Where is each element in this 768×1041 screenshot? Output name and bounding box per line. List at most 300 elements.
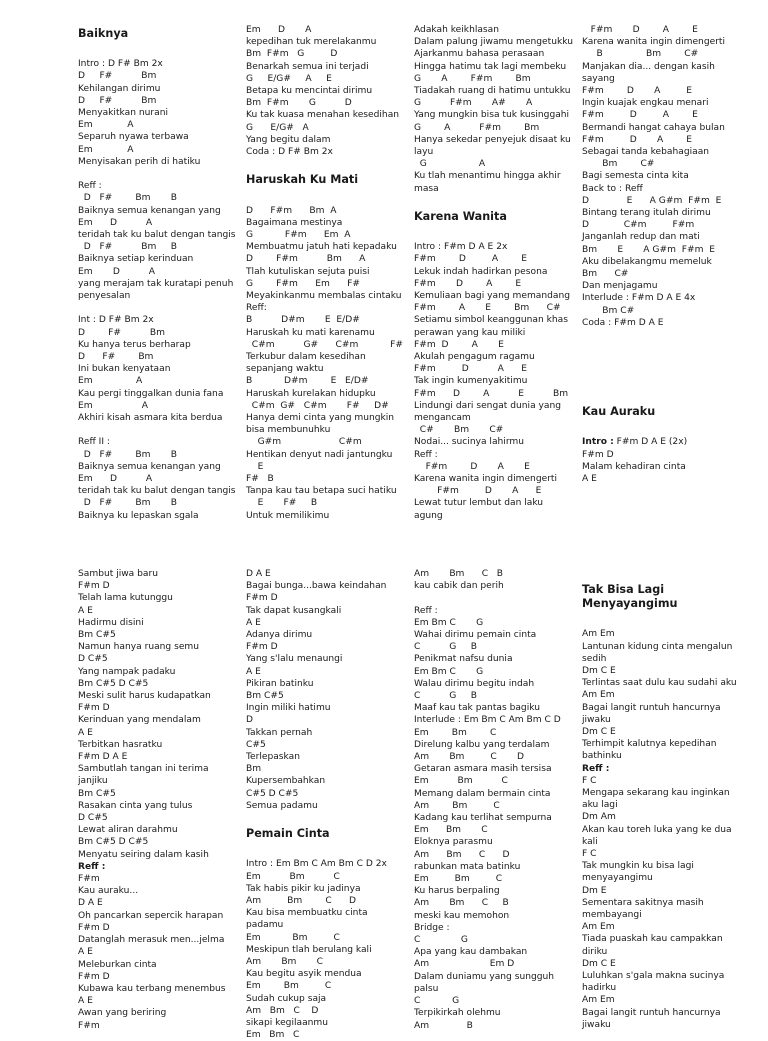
lyric-line: Eloknya parasmu [414, 837, 493, 848]
lyric-line: F#m [78, 1020, 100, 1031]
lyric-line: Em D A [78, 266, 155, 277]
lyric-line: Em Bm C [414, 776, 508, 787]
lyric-line: masa [414, 183, 439, 194]
lyric-line: C#m G# C#m F# D# [246, 400, 389, 411]
lyric-line: padamu [246, 920, 284, 931]
lyric-line: Hingga hatimu tak lagi membeku [414, 61, 567, 72]
lyric-line: Kemuliaan bagi yang memandang [414, 291, 571, 302]
spacer [246, 192, 410, 204]
lyric-line: F#m D [78, 922, 110, 933]
spacer [582, 424, 760, 436]
lyric-line: C# Bm C# [414, 425, 504, 436]
lyric-line: Ku tlah menantimu hingga akhir [414, 171, 561, 182]
lyric-line: menyayangimu [582, 873, 653, 884]
lyric-line: Ingin miliki hatimu [246, 703, 331, 714]
spacer [414, 592, 580, 604]
lyric-line: Ku tak kuasa menahan kesedihan [246, 110, 400, 121]
lyric-line: G E/G# A E [246, 73, 332, 84]
lyric-line: Interlude : F#m D A E 4x [582, 293, 696, 304]
lyric-line: G E/G# A [246, 122, 309, 133]
lyric-line: agung [414, 510, 443, 521]
lyric-line: Menyatu seiring dalam kasih [78, 849, 209, 860]
lyric-line: sikapi kegilaanmu [246, 1018, 329, 1029]
lyric-line: D F# Bm [78, 352, 154, 363]
lyric-line: D F# Bm [78, 71, 157, 82]
lyric-line: Bm F#m G D [246, 49, 338, 60]
spacer [246, 812, 410, 824]
lyric-line: A E [246, 666, 261, 677]
lyric-line: A E [78, 727, 93, 738]
lyric-line: Bridge : [414, 922, 450, 933]
lyric-line: Aku dibelakangmu memeluk [582, 256, 712, 267]
lyric-line: F#m D A E [414, 278, 522, 289]
lyric-line: Reff : [414, 605, 438, 616]
lyric-line: D F#m Bm A [246, 205, 337, 216]
lyric-line: A E [78, 605, 93, 616]
document-page-bottom [0, 552, 768, 1041]
lyric-line: Oh pancarkan sepercik harapan [78, 910, 224, 921]
lyric-line: Tiadakah ruang di hatimu untukku [414, 86, 571, 97]
lyric-line: F#m D A E [414, 339, 504, 350]
lyric-line: Bagai langit runtuh hancurnya [582, 1007, 721, 1018]
lyric-line: Penikmat nafsu dunia [414, 654, 513, 665]
lyric-line: F#m D A E [582, 134, 693, 145]
lyric-line: E F# B [246, 498, 318, 509]
lyric-line: Bm C#5 [246, 691, 284, 702]
lyric-line: Tak mungkin ku bisa lagi [582, 861, 694, 872]
column-2 [246, 568, 410, 1041]
lyric-line: F#m D A E [414, 486, 542, 497]
lyric-line: G F#m Em A [246, 230, 351, 241]
lyric-line: Lekuk indah hadirkan pesona [414, 266, 548, 277]
lyric-line: palsu [414, 983, 439, 994]
lyric-line: diriku [582, 946, 608, 957]
lyric-line: Menyakitkan nurani [78, 108, 168, 118]
lyric-line: Tiada puaskah kau campakkan [582, 934, 723, 945]
lyric-line: Memang dalam bermain cinta [414, 788, 551, 799]
lyric-line: F#m D A E [414, 461, 530, 472]
lyric-line: yang merajam tak kuratapi penuh [78, 278, 234, 289]
lyric-line: F#m D A E [78, 752, 128, 763]
lyric-line: Manjakan dia... dengan kasih [582, 61, 715, 72]
lyric-line: membayangi [582, 910, 642, 921]
lyric-line: D A E [246, 569, 271, 579]
intro-label: Intro : [582, 437, 614, 448]
lyric-line: E [246, 461, 264, 472]
lyric-line: Haruskah ku mati karenamu [246, 327, 375, 338]
lyric-line: Bermandi hangat cahaya bulan [582, 122, 725, 133]
lyric-line: C#5 D C#5 [246, 788, 299, 799]
lyric-line: Sudah cukup saja [246, 993, 327, 1004]
lyric-line: Am Em [582, 922, 615, 933]
lyric-line: D F# Bm [78, 95, 157, 106]
lyric-line: G#m C#m [246, 437, 362, 448]
lyric-line: Am Bm C B [414, 898, 509, 909]
lyric-line: F#m D [582, 449, 614, 460]
lyric-line: Sementara sakitnya masih [582, 897, 704, 908]
spacer [582, 366, 760, 378]
lyric-line: B Bm C# [582, 49, 699, 60]
lyric-line: Intro : Em Bm C Am Bm C D 2x [246, 859, 387, 870]
lyric-line: Dm C E [582, 727, 616, 737]
song-title: Haruskah Ku Mati [246, 173, 359, 187]
spacer [582, 378, 760, 390]
lyric-line: sedih [582, 653, 607, 664]
lyric-line: C G [414, 935, 468, 946]
column-2 [246, 24, 410, 522]
lyric-line: Em A [78, 120, 134, 131]
lyric-line: Em Bm C [246, 871, 340, 882]
lyric-line: Tak ingin kumenyakitimu [414, 376, 528, 387]
column-4 [582, 568, 760, 1031]
lyric-line: Dm C E [582, 665, 616, 676]
spacer [582, 341, 760, 353]
lyric-line: Awan yang beriring [78, 1008, 167, 1019]
spacer [78, 302, 248, 314]
lyric-line: Bagai langit runtuh hancurnya [582, 702, 721, 713]
lyric-line: Ku harus berpaling [414, 886, 500, 897]
lyric-line: Em Bm C [246, 1030, 300, 1041]
lyric-line: Meskipun tlah berulang kali [246, 944, 372, 955]
lyric-line: Direlung kalbu yang terdalam [414, 739, 550, 750]
lyric-line: Lantunan kidung cinta mengalun [582, 641, 733, 652]
lyric-line: Meyakinkanmu membalas cintaku [246, 291, 402, 302]
lyric-line: Baiknya semua kenangan yang [78, 461, 221, 472]
lyric-line: Intro : D F# Bm 2x [78, 59, 163, 70]
lyric-line: janjiku [78, 776, 108, 787]
lyric-line: Am Bm C B [414, 569, 504, 579]
lyric-line: Dm E [582, 885, 607, 896]
lyric-line: Reff : [582, 763, 610, 774]
lyric-line: F#m D [78, 703, 110, 714]
lyric-line: Dan menjagamu [582, 281, 658, 292]
lyric-line: D F#m Bm A [246, 254, 366, 265]
lyric-line: Coda : D F# Bm 2x [246, 147, 333, 158]
lyric-line: Am Bm C D [246, 896, 357, 907]
lyric-line: Em D A [78, 217, 153, 228]
lyric-line: Terlepaskan [246, 752, 300, 763]
lyric-line: Bintang terang itulah dirimu [582, 208, 711, 219]
lyric-line: Takkan pernah [246, 727, 313, 738]
lyric-line: Betapa ku mencintai dirimu [246, 86, 373, 97]
lyric-line: teridah tak ku balut dengan tangis [78, 230, 236, 241]
lyric-line: D F# Bm B [78, 498, 178, 509]
lyric-line: Tak dapat kusangkali [246, 605, 342, 616]
lyric-line: Bagi semesta cinta kita [582, 171, 689, 182]
lyric-line: Dm Am [582, 812, 616, 823]
lyric-line: Terpikirkah olehmu [414, 1008, 501, 1019]
lyric-line: G F#m A# A [414, 98, 533, 109]
lyric-line: Kau bisa membuatku cinta [246, 908, 368, 919]
lyric-line: Yang nampak padaku [78, 666, 176, 677]
lyric-line: Adakah keikhlasan [414, 25, 500, 35]
column-3 [414, 24, 580, 522]
lyric-line: Lewat aliran darahmu [78, 825, 178, 836]
lyric-line: Hadirmu disini [78, 617, 144, 628]
column-1 [78, 24, 248, 522]
lyric-line: Em Bm C [246, 981, 332, 992]
lyric-line: Kau begitu asyik mendua [246, 969, 362, 980]
lyric-line: A E [582, 474, 597, 484]
lyric-line: Back to : Reff [582, 183, 643, 194]
lyric-line: Apa yang kau dambakan [414, 947, 528, 958]
spacer [582, 568, 760, 580]
lyric-line: Adanya dirimu [246, 630, 313, 641]
lyric-line: Janganlah redup dan mati [582, 232, 700, 243]
lyric-line: Yang begitu dalam [246, 134, 331, 145]
lyric-line: Dm C E [582, 958, 616, 969]
lyric-line: D E A G#m F#m E [582, 195, 722, 206]
lyric-line: Ku hanya terus berharap [78, 339, 191, 350]
lyric-line: F# B [246, 474, 274, 485]
lyric-line: Meleburkan cinta [78, 959, 157, 970]
lyric-line: Reff : [414, 449, 438, 460]
lyric-line: Am Em D [414, 959, 515, 970]
lyric-line: Intro : F#m D A E 2x [414, 242, 508, 253]
lyric-line: perawan yang kau miliki [414, 327, 526, 338]
lyric-line: Rasakan cinta yang tulus [78, 800, 193, 811]
lyric-line: Tak habis pikir ku jadinya [246, 883, 361, 894]
lyric-line: C#m G# C#m F# [246, 339, 404, 350]
lyric-line: D A E [78, 898, 103, 909]
lyric-line: C G B [414, 691, 477, 702]
lyric-line: Am B [414, 1020, 473, 1031]
lyric-line: Baiknya setiap kerinduan [78, 254, 194, 265]
lyric-line: Pikiran batinku [246, 678, 314, 689]
lyric-line: Hanya sekedar penyejuk disaat ku [414, 134, 571, 145]
lyric-line: Akhiri kisah asmara kita berdua [78, 413, 223, 424]
lyric-line: Sebagai tanda kebahagiaan [582, 147, 710, 158]
lyric-line: D F# Bm B [78, 193, 178, 204]
lyric-line: Karena wanita ingin dimengerti [582, 37, 726, 48]
lyric-line: kau cabik dan perih [414, 581, 504, 592]
lyric-line: Kubawa kau terbang menembus [78, 983, 226, 994]
spacer [582, 390, 760, 402]
spacer [78, 46, 248, 58]
lyric-line: Bagaimana mestinya [246, 217, 343, 228]
lyric-line: D C#5 [78, 654, 108, 665]
lyric-line: Terkubur dalam kesedihan [246, 352, 366, 363]
lyric-line: Bm C#5 D C#5 [78, 678, 149, 689]
lyric-line: B D#m E E/D# [246, 376, 369, 387]
lyric-line: Yang mungkin bisa tuk kusinggahi [414, 110, 570, 121]
spacer [582, 353, 760, 365]
lyric-line: D C#m F#m [582, 220, 695, 231]
lyric-line: Am Bm C D [414, 752, 525, 763]
lyric-line: A E [246, 617, 261, 628]
lyric-line: sepanjang waktu [246, 364, 324, 375]
lyric-line: Bm C# [582, 305, 635, 316]
lyric-line: hadirku [582, 983, 617, 994]
lyric-line: Getaran asmara masih tersisa [414, 764, 552, 775]
lyric-line: Lewat tutur lembut dan laku [414, 498, 544, 509]
lyric-line: Reff: [246, 303, 267, 314]
lyric-line: D [246, 715, 254, 726]
lyric-line: Hentikan denyut nadi jantungku [246, 449, 393, 460]
lyric-line: Reff : [78, 181, 102, 192]
lyric-line: Akulah pengagum ragamu [414, 352, 535, 363]
lyric-line: Em A [78, 144, 134, 155]
lyric-line: bathinku [582, 751, 622, 762]
lyric-line: Kau auraku... [78, 886, 139, 897]
lyric-line: D C#5 [78, 813, 108, 824]
lyric-line: aku lagi [582, 800, 618, 811]
lyric-line: Em Bm C G [414, 666, 484, 677]
lyric-line: Am Bm C [246, 957, 323, 968]
lyric-line: Menyisakan perih di hatiku [78, 156, 201, 167]
lyric-line: Maaf kau tak pantas bagiku [414, 703, 540, 714]
lyric-line: Em A [78, 400, 148, 411]
lyric-line: Karena wanita ingin dimengerti [414, 474, 558, 485]
lyric-line: F#m D [246, 593, 278, 604]
lyric-line: Ini bukan kenyataan [78, 364, 171, 375]
lyric-line: Malam kehadiran cinta [582, 461, 686, 472]
lyric-line: Terlintas saat dulu kau sudahi aku [582, 678, 737, 689]
lyric-line: Bm C#5 D C#5 [78, 837, 149, 848]
lyric-line: Benarkah semua ini terjadi [246, 61, 369, 72]
lyric-line: C G B [414, 642, 477, 653]
lyric-line: kepedihan tuk merelakanmu [246, 37, 377, 48]
lyric-line: jiwaku [582, 1019, 611, 1030]
lyric-line: Reff II : [78, 437, 110, 448]
lyric-line: B D#m E E/D# [246, 315, 360, 326]
lyric-line: A E [78, 996, 93, 1007]
lyric-line [582, 436, 760, 448]
column-1 [78, 568, 248, 1032]
lyric-line: Walau dirimu begitu indah [414, 678, 535, 689]
lyric-line: Semua padamu [246, 800, 318, 811]
lyric-line: kali [582, 836, 598, 847]
lyric-line: mengancam [414, 413, 471, 424]
lyric-line: Telah lama kutunggu [78, 593, 173, 604]
lyric-line: Luluhkan s'gala makna sucinya [582, 971, 725, 982]
lyric-line: Hanya demi cinta yang mungkin [246, 413, 395, 424]
lyric-line: Bm C# [582, 269, 629, 280]
lyric-line: C G [414, 996, 460, 1007]
lyric-line: Kerinduan yang mendalam [78, 715, 201, 726]
lyric-line: Setiamu simbol keanggunan khas [414, 315, 568, 326]
lyric-line: F#m [78, 874, 100, 885]
lyric-line: F#m D [246, 642, 278, 653]
lyric-line: Bm C#5 [78, 630, 116, 641]
column-4 [582, 24, 760, 485]
lyric-line: Em Bm C [414, 727, 497, 738]
lyric-line: Datanglah merasuk men...jelma [78, 935, 225, 946]
lyric-line: Am Em [582, 629, 615, 640]
lyric-line: Kau pergi tinggalkan dunia fana [78, 388, 224, 399]
lyric-line: Kadang kau terlihat sempurna [414, 813, 552, 824]
lyric-line: penyesalan [78, 291, 131, 302]
song-title: Karena Wanita [414, 210, 507, 224]
lyric-line: Yang s'lalu menaungi [246, 654, 343, 665]
lyric-line: F#m D [78, 581, 110, 592]
lyric-line: Em Bm C [414, 874, 503, 885]
lyric-line: Em Bm C G [414, 617, 484, 628]
lyric-line: Am Em [582, 690, 615, 701]
lyric-line: Terbitkan hasratku [78, 739, 163, 750]
lyric-line: Haruskah kurelakan hidupku [246, 388, 376, 399]
lyric-line: Am Bm C D [246, 1005, 319, 1016]
lyric-line: Baiknya ku lepaskan sgala [78, 510, 199, 521]
lyric-line: Em Bm C [414, 825, 488, 836]
lyric-line: Separuh nyawa terbawa [78, 132, 189, 143]
lyric-line: Bm C# [582, 159, 655, 170]
lyric-line: Am Em [582, 995, 615, 1006]
song-title: Kau Auraku [582, 405, 656, 419]
lyric-line: Bm C#5 [78, 788, 116, 799]
lyric-line: Kupersembahkan [246, 776, 326, 787]
lyric-line: Baiknya semua kenangan yang [78, 205, 221, 216]
lyric-line: bisa membunuhku [246, 425, 331, 436]
lyric-line: jiwaku [582, 714, 611, 725]
lyric-line: F#m D A E [582, 25, 698, 35]
song-title: Tak Bisa Lagi Menyayangimu [582, 583, 678, 611]
spacer [582, 329, 760, 341]
song-title: Pemain Cinta [246, 827, 330, 841]
lyric-line: Sambut jiwa baru [78, 569, 158, 579]
lyric-line: Sambutlah tangan ini terima [78, 764, 209, 775]
song-title: Baiknya [78, 27, 129, 40]
lyric-line: C#5 [246, 739, 266, 750]
lyric-line: G A F#m Bm [414, 73, 531, 84]
lyric-line: F#m D A E [582, 86, 693, 97]
lyric-line: Em D A [78, 474, 153, 485]
lyric-line: Bm E A G#m F#m E [582, 244, 715, 255]
lyric-line: Int : D F# Bm 2x [78, 315, 154, 326]
lyric-line: Tanpa kau tau betapa suci hatiku [246, 486, 397, 497]
lyric-line: G A [414, 159, 486, 170]
spacer [414, 195, 580, 207]
lyric-line: rabunkan mata batinku [414, 861, 521, 872]
lyric-line: Bagai bunga...bawa keindahan [246, 581, 387, 592]
lyric-line: F#m A E Bm C# [414, 303, 561, 314]
lyric-line: Coda : F#m D A E [582, 317, 664, 328]
lyric-line: Em D A [246, 25, 312, 35]
lyric-line: F#m D A E Bm [414, 388, 569, 399]
lyric-line: Meski sulit harus kudapatkan [78, 691, 211, 702]
spacer [78, 424, 248, 436]
lyric-line: Em Bm C [246, 932, 340, 943]
lyric-line: Dalam palung jiwamu mengetukku [414, 37, 573, 48]
lyric-line: G F#m Em F# [246, 278, 361, 289]
spacer [414, 229, 580, 241]
lyric-line: layu [414, 147, 434, 158]
spacer [246, 846, 410, 858]
lyric-line: Reff : [78, 861, 106, 872]
lyric-line: Lindungi dari sengat dunia yang [414, 400, 562, 411]
lyric-line: Bm [246, 764, 262, 775]
lyric-line: F#m D [78, 971, 110, 982]
lyric-line: Untuk memilikimu [246, 510, 330, 521]
lyric-line: Dalam duniamu yang sungguh [414, 971, 555, 982]
lyric-line: Am Bm C [414, 800, 500, 811]
lyric-line: F C [582, 849, 597, 860]
lyric-line: Ajarkanmu bahasa perasaan [414, 49, 545, 60]
lyric-line: Nodai... sucinya lahirmu [414, 437, 525, 448]
lyric-line: Ingin kuajak engkau menari [582, 98, 709, 109]
lyric-line: A E [78, 947, 93, 958]
spacer [246, 158, 410, 170]
lyric-line: D F# Bm B [78, 449, 178, 460]
lyric-line: D F# Bm [78, 327, 165, 338]
lyric-line: Kehilangan dirimu [78, 83, 161, 94]
column-3 [414, 568, 580, 1032]
lyric-line: Bm F#m G D [246, 98, 352, 109]
lyric-line: F#m D A E [414, 254, 527, 265]
lyric-line: Terhimpit kalutnya kepedihan [582, 739, 717, 750]
lyric-line: Mengapa sekarang kau inginkan [582, 788, 730, 799]
lyric-line: F#m D A E [582, 110, 698, 121]
